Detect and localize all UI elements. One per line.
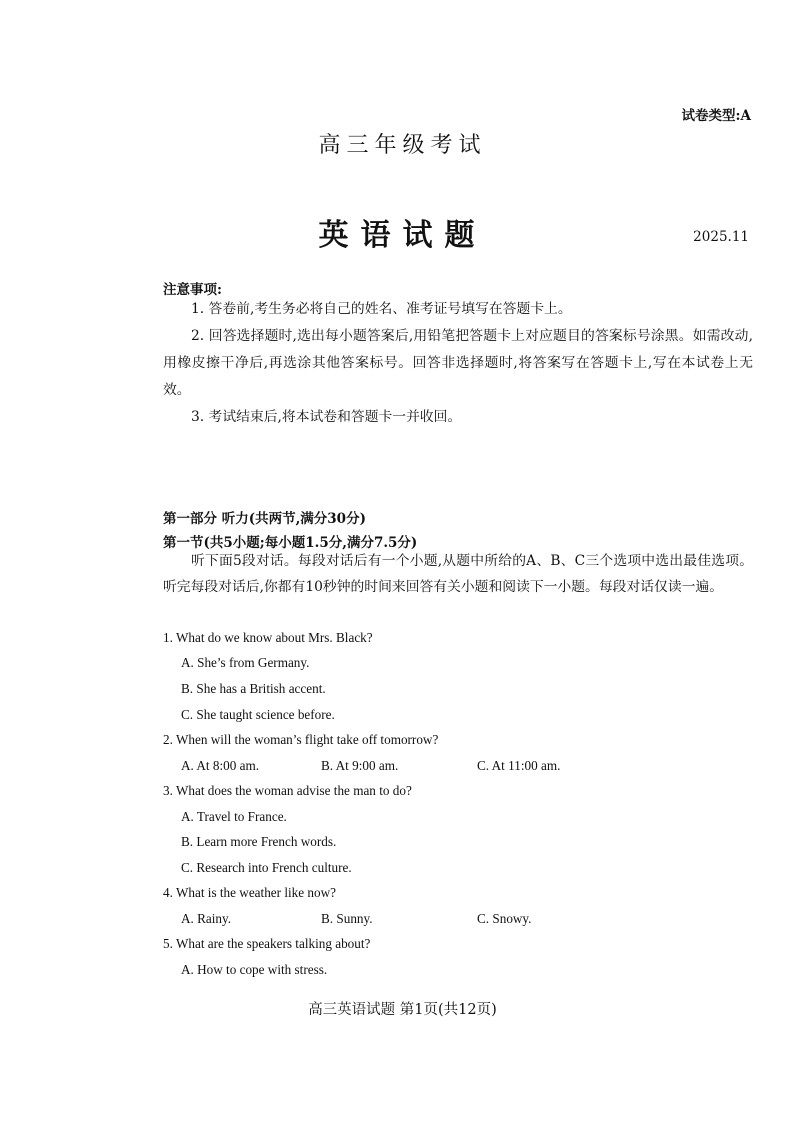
question-option: B. Sunny. bbox=[321, 911, 373, 926]
question-option: A. At 8:00 am. bbox=[181, 758, 260, 773]
exam-title: 高三年级考试 bbox=[318, 133, 487, 158]
question-option: C. Snowy. bbox=[477, 911, 532, 926]
question-option: A. Travel to France. bbox=[181, 809, 287, 824]
question-option: A. Rainy. bbox=[181, 911, 232, 926]
question-stem: 1. What do we know about Mrs. Black? bbox=[163, 630, 373, 645]
subject-title: 英语试题 bbox=[318, 218, 487, 253]
notice-item: 1. 答卷前,考生务必将自己的姓名、准考证号填写在答题卡上。 bbox=[191, 301, 572, 317]
part-heading: 第一部分 听力(共两节,满分30分) bbox=[163, 511, 366, 527]
section-directions: 听下面5段对话。每段对话后有一个小题,从题中所给的A、B、C三个选项中选出最佳选项。听完每段对话后,你都有10秒钟的时间来回答有关小题和阅读下一小题。每段对话仅读一遍。 bbox=[163, 553, 753, 595]
question-option: B. At 9:00 am. bbox=[321, 758, 399, 773]
question-option: A. How to cope with stress. bbox=[181, 962, 328, 977]
question-option: C. At 11:00 am. bbox=[477, 758, 561, 773]
page-footer: 高三英语试题 第1页(共12页) bbox=[308, 1002, 497, 1018]
question-option: C. Research into French culture. bbox=[181, 860, 352, 875]
notice-list bbox=[163, 296, 753, 431]
notice-item: 2. 回答选择题时,选出每小题答案后,用铅笔把答题卡上对应题目的答案标号涂黑。如需改动,用橡皮擦干净后,再选涂其他答案标号。回答非选择题时,将答案写在答题卡上,写在本试卷上无效。 bbox=[163, 328, 753, 398]
question-option: B. She has a British accent. bbox=[181, 681, 326, 696]
question-stem: 4. What is the weather like now? bbox=[163, 885, 336, 900]
question-option: B. Learn more French words. bbox=[181, 834, 337, 849]
section-heading: 第一节(共5小题;每小题1.5分,满分7.5分) bbox=[163, 535, 418, 551]
question-stem: 5. What are the speakers talking about? bbox=[163, 936, 371, 951]
notice-heading: 注意事项: bbox=[163, 282, 222, 298]
question-option: A. She’s from Germany. bbox=[181, 655, 310, 670]
question-stem: 3. What does the woman advise the man to do? bbox=[163, 783, 412, 798]
notice-item: 3. 考试结束后,将本试卷和答题卡一并收回。 bbox=[191, 409, 462, 425]
exam-date: 2025.11 bbox=[693, 229, 749, 245]
paper-type-label: 试卷类型:A bbox=[681, 108, 751, 124]
question-stem: 2. When will the woman’s flight take off tomorrow? bbox=[163, 732, 439, 747]
question-option: C. She taught science before. bbox=[181, 707, 335, 722]
